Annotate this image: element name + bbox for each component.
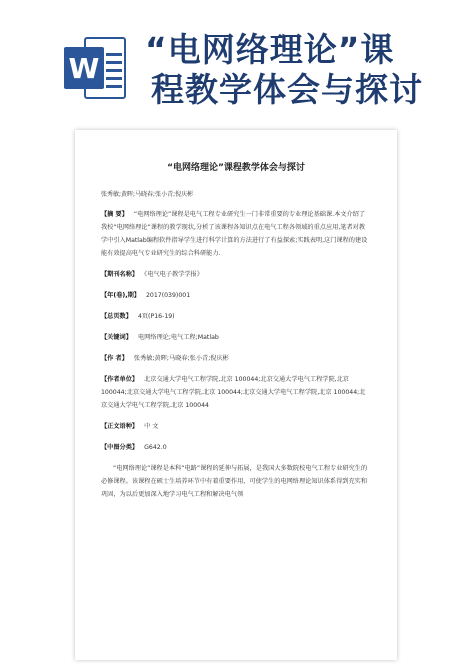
- document-page: [75, 130, 397, 660]
- field-affiliation: [101, 373, 371, 412]
- banner-title-line-1: “电网络理论”课: [145, 30, 395, 69]
- field-page-count: [101, 310, 371, 323]
- field-label: 【年(卷),期】: [101, 292, 140, 299]
- field-label: 【作者单位】: [101, 376, 139, 383]
- body-paragraph: “电网络理论”课程是本科“电路”课程的延伸与拓展，是我国大多数院校电气工程专业研究生的必修课程。该课程在硕士生培养环节中有着重要作用，可使学生的电网络理论知识体系得到充实和巩固，为以后更加深入地学习电气工程和解决电气领: [101, 465, 368, 498]
- field-value: “电网络理论”课程是电气工程专业研究生一门非常重要的专业理论基础课.本文介绍了我校“电网络理论”课程的教学现状,分析了该课程各知识点在电气工程各领域的重点应用,笔者对教学中引入Matlab编程软件指导学生进行科学计算的方法进行了有益探索;实践表明,这门课程的建设能有效提高电气专业研究生的综合科研能力.: [101, 211, 368, 257]
- field-keywords: [101, 331, 371, 344]
- field-label: 【关键词】: [101, 334, 132, 341]
- field-journal: [101, 268, 371, 281]
- field-value: 中 文: [144, 423, 159, 430]
- field-value: 4页(P16-19): [137, 313, 175, 320]
- field-value: 北京交通大学电气工程学院,北京 100044;北京交通大学电气工程学院,北京 100044;北京交通大学电气工程学院,北京 100044;北京交通大学电气工程学院,北京 100044;北京交通大学电气工程学院,北京 100044: [101, 376, 366, 409]
- document-title: “电网络理论”课程教学体会与探讨: [167, 163, 305, 173]
- banner-title-line-2: 程教学体会与探讨: [151, 70, 423, 109]
- field-language: [101, 420, 371, 433]
- field-label: 【中图分类】: [101, 444, 139, 451]
- field-value: 张秀敏;黄晖;马晓春;张小青;倪庆彬: [133, 355, 229, 362]
- field-value: 《电气电子教学学报》: [144, 271, 203, 278]
- word-document-icon: [64, 37, 126, 99]
- header-banner: [0, 0, 474, 128]
- field-value: 电网络理论;电气工程;Matlab: [137, 334, 219, 341]
- field-label: 【期刊名称】: [101, 271, 139, 278]
- field-value: 2017(039)001: [145, 292, 191, 299]
- field-label: 【摘 要】: [101, 211, 128, 218]
- field-authors: [101, 352, 371, 365]
- field-label: 【正文语种】: [101, 423, 139, 430]
- author-list: 张秀敏;黄晖;马晓春;张小青;倪庆彬: [101, 191, 194, 198]
- banner-title: [145, 30, 470, 110]
- field-label: 【作 者】: [101, 355, 128, 362]
- field-abstract: [101, 208, 371, 260]
- field-value: G642.0: [144, 444, 167, 451]
- field-year-volume: [101, 289, 371, 302]
- field-label: 【总页数】: [101, 313, 132, 320]
- field-classification: [101, 441, 371, 454]
- word-logo-letter: W: [64, 47, 104, 89]
